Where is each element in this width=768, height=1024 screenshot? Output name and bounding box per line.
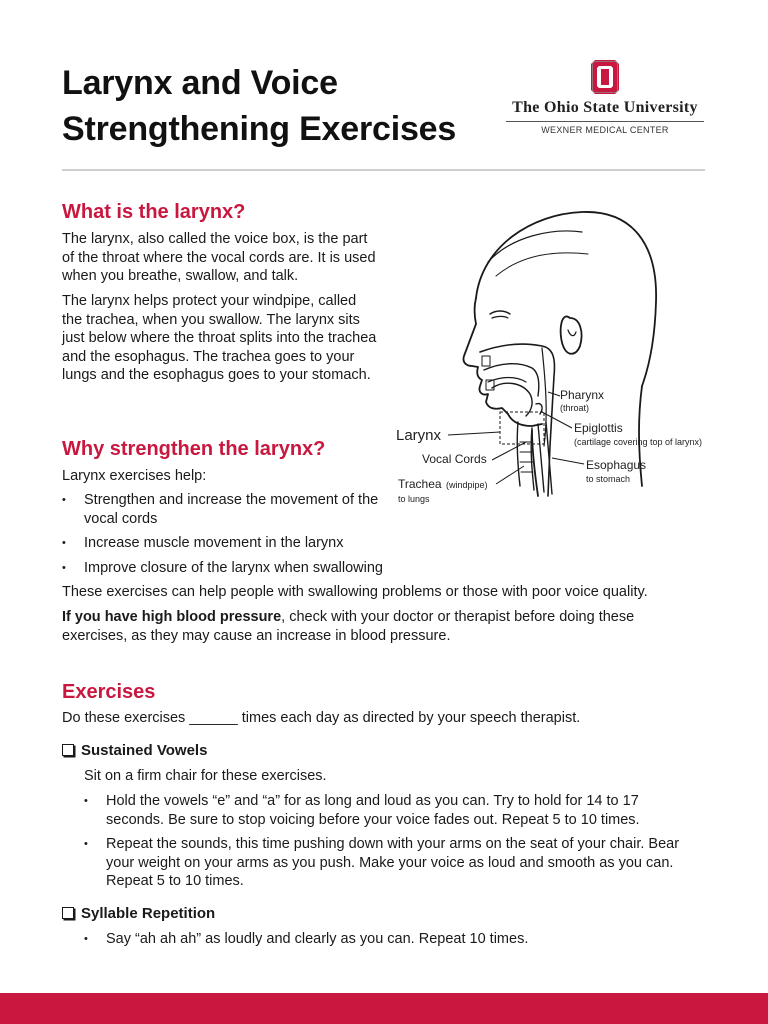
what-paragraph-2: The larynx helps protect your windpipe, called the trachea, when you swallow. The larynx sits just below where the throat splits into the trachea and the esophagus. The trachea goes to your lungs and the esophagus goes to your stomach. bbox=[62, 293, 377, 383]
header-divider bbox=[62, 169, 705, 171]
label-epiglottis-note: (cartilage covering top of larynx) bbox=[574, 437, 703, 447]
what-paragraph-1: The larynx, also called the voice box, is the part of the throat where the vocal cords are. It is used when you breathe, swallow, and talk. bbox=[62, 231, 376, 284]
list-item: • Say “ah ah ah” as loudly and clearly as you can. Repeat 10 times. bbox=[84, 930, 700, 949]
block-o-icon bbox=[591, 60, 619, 94]
label-trachea: Trachea bbox=[398, 477, 442, 491]
label-pharynx: Pharynx bbox=[560, 388, 605, 402]
title-line-2: Strengthening Exercises bbox=[62, 110, 457, 148]
checkbox-icon[interactable] bbox=[62, 907, 74, 919]
label-trachea-note: to lungs bbox=[398, 494, 430, 504]
why-bullet-list bbox=[62, 491, 397, 583]
heading-exercises: Exercises bbox=[62, 681, 156, 703]
blood-pressure-warning bbox=[62, 608, 662, 645]
osu-logo bbox=[504, 60, 706, 135]
why-intro: Larynx exercises help: bbox=[62, 468, 207, 484]
warning-rest: , check with your doctor or therapist before doing these exercises, as they may cause an increase in blood pressure. bbox=[62, 609, 635, 644]
footer-bar bbox=[0, 993, 768, 1024]
heading-why-strengthen: Why strengthen the larynx? bbox=[62, 438, 326, 460]
syllable-repetition-heading bbox=[62, 904, 215, 924]
label-pharynx-note: (throat) bbox=[560, 403, 590, 413]
label-vocal-cords: Vocal Cords bbox=[422, 452, 487, 466]
list-item: • Increase muscle movement in the larynx bbox=[62, 534, 397, 553]
page-title bbox=[62, 60, 456, 152]
larynx-anatomy-diagram bbox=[392, 206, 728, 506]
label-trachea-paren: (windpipe) bbox=[446, 480, 488, 490]
sustained-vowels-heading bbox=[62, 741, 207, 761]
label-larynx: Larynx bbox=[396, 427, 442, 444]
larynx-highlight-box bbox=[500, 412, 544, 444]
sustained-vowels-label: Sustained Vowels bbox=[81, 742, 208, 759]
logo-rule bbox=[506, 121, 704, 122]
list-item: • Hold the vowels “e” and “a” for as long and loud as you can. Try to hold for 14 to 17 seconds. Be sure to stop voicing before your voice fades out. Repeat 5 to 10 times. bbox=[84, 792, 700, 829]
university-name: The Ohio State University bbox=[512, 99, 698, 116]
warning-bold: If you have high blood pressure bbox=[62, 609, 282, 625]
label-esophagus: Esophagus bbox=[586, 458, 647, 472]
label-epiglottis: Epiglottis bbox=[574, 421, 623, 435]
sustained-bullet-list bbox=[84, 792, 700, 897]
heading-what-is-larynx: What is the larynx? bbox=[62, 201, 246, 223]
syllable-repetition-label: Syllable Repetition bbox=[81, 905, 216, 922]
title-line-1: Larynx and Voice bbox=[62, 64, 338, 102]
exercises-intro: Do these exercises ______ times each day as directed by your speech therapist. bbox=[62, 710, 581, 726]
list-item: • Strengthen and increase the movement of the vocal cords bbox=[62, 491, 397, 528]
head-outline-illustration bbox=[463, 212, 656, 496]
list-item: • Improve closure of the larynx when swallowing bbox=[62, 559, 397, 578]
checkbox-icon[interactable] bbox=[62, 744, 74, 756]
logo-subtitle: WEXNER MEDICAL CENTER bbox=[541, 125, 669, 135]
label-esophagus-note: to stomach bbox=[586, 474, 631, 484]
sustained-intro: Sit on a firm chair for these exercises. bbox=[84, 768, 327, 784]
syllable-bullet-list bbox=[84, 930, 700, 955]
why-help-paragraph: These exercises can help people with swallowing problems or those with poor voice quality. bbox=[62, 584, 648, 600]
list-item: • Repeat the sounds, this time pushing down with your arms on the seat of your chair. Bear your weight on your arms as you push. Make your voice as loud and smooth as you can. Repeat 5 to 10 times. bbox=[84, 835, 700, 891]
